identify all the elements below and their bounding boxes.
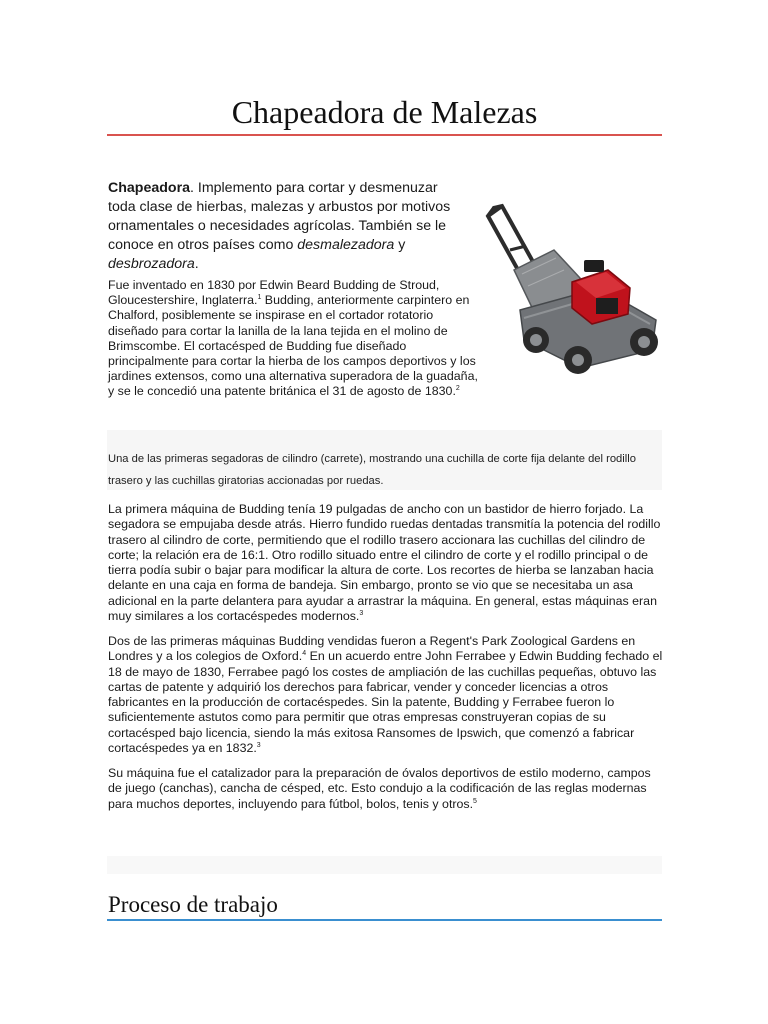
intro-end: . — [194, 256, 199, 272]
footnote-ref: 4 — [302, 650, 307, 658]
page-title: Chapeadora de Malezas — [231, 94, 538, 130]
figure-caption: Una de las primeras segadoras de cilindro (carrete), mostrando una cuchilla de corte fija delante del rodillo trasero y las cuchillas giratorias accionadas por ruedas. — [108, 453, 636, 487]
history-text-1: Fue inventado en 1830 por Edwin Beard Budding de Stroud, Gloucestershire, Inglaterra. — [108, 278, 440, 308]
intro-alt-name-1: desmalezadora — [297, 237, 395, 253]
paragraph-first-machine — [108, 502, 663, 624]
section-heading: Proceso de trabajo — [108, 892, 278, 917]
title-underline — [107, 134, 662, 136]
paragraph-text: Dos de las primeras máquinas Budding vendidas fueron a Regent's Park Zoological Gardens en Londres y a los colegios de Oxford. — [108, 634, 636, 664]
footnote-ref: 5 — [473, 797, 477, 805]
intro-definition: . Implemento para cortar y desmenuzar toda clase de hierbas, malezas y arbustos por motivos ornamentales o necesidades agrícolas. También se le conoce en otros países como — [108, 180, 451, 253]
paragraph-first-sales — [108, 634, 663, 756]
paragraph-sports-impact — [108, 766, 663, 812]
history-paragraph — [108, 278, 480, 400]
intro-paragraph — [108, 179, 468, 274]
section-underline — [107, 919, 662, 921]
paragraph-text: La primera máquina de Budding tenía 19 pulgadas de ancho con un bastidor de hierro forjado. La segadora se empujaba desde atrás. Hierro fundido ruedas dentadas transmitía la potencia del rodillo trasero al cilindro de corte, permitiendo que el rodillo trasero accionara las cuchillas del cilindro de corte; la relación era de 16:1. Otro rodillo situado entre el cilindro de corte y el rodillo principal o de tierra podía subir o bajar para modificar la altura de corte. Los recortes de hierba se lanzaban hacia delante en una caja en forma de bandeja. Sin embargo, pronto se vio que se necesitaba un asa adicional en la parte delantera para ayudar a arrastrar la máquina. En general, estas máquinas eran muy similares a los cortacéspedes modernos. — [108, 502, 661, 624]
footnote-ref: 3 — [359, 609, 364, 617]
footnote-ref: 3 — [256, 741, 261, 749]
intro-alt-name-2: desbrozadora — [108, 256, 195, 272]
history-text-2: Budding, anteriormente carpintero en Chalford, posiblemente se inspirase en el cortador rotatorio diseñado para cortar la lanilla de la lana tejida en el molino de Brimscombe. El cortacésped de Budding fue diseñado principalmente para cortar la hierba de los campos deportivos y los jardines extensos, como una alternativa superadora de la guadaña, y se le concedió una patente británica el 31 de agosto de 1830. — [108, 293, 478, 399]
lawn-mower-illustration — [480, 190, 662, 386]
lawn-mower-photo — [480, 190, 662, 386]
paragraph-text: En un acuerdo entre John Ferrabee y Edwin Budding fechado el 18 de mayo de 1830, Ferrabee pagó los costes de ampliación de las cuchillas pequeñas, obtuvo las cartas de patente y adquirió los derechos para fabricar, vender y conceder licencias a otros fabricantes en la producción de cortacéspedes. Sin la patente, Budding y Ferrabee fueron lo suficientemente astutos como para permitir que otras empresas construyeran copias de su cortacésped bajo licencia, siendo la más exitosa Ransomes de Ipswich, que comenzó a fabricar cortacéspedes ya en 1832. — [108, 649, 663, 756]
paragraph-text: Su máquina fue el catalizador para la preparación de óvalos deportivos de estilo moderno, campos de juego (canchas), cancha de césped, etc. Esto condujo a la codificación de las reglas modernas para muchos deportes, incluyendo para fútbol, bolos, tenis y otros. — [108, 766, 651, 811]
intro-term: Chapeadora — [108, 180, 190, 196]
spacer-block — [107, 856, 662, 874]
intro-joiner: y — [394, 237, 406, 253]
footnote-ref: 2 — [455, 385, 460, 393]
footnote-ref: 1 — [257, 294, 262, 302]
